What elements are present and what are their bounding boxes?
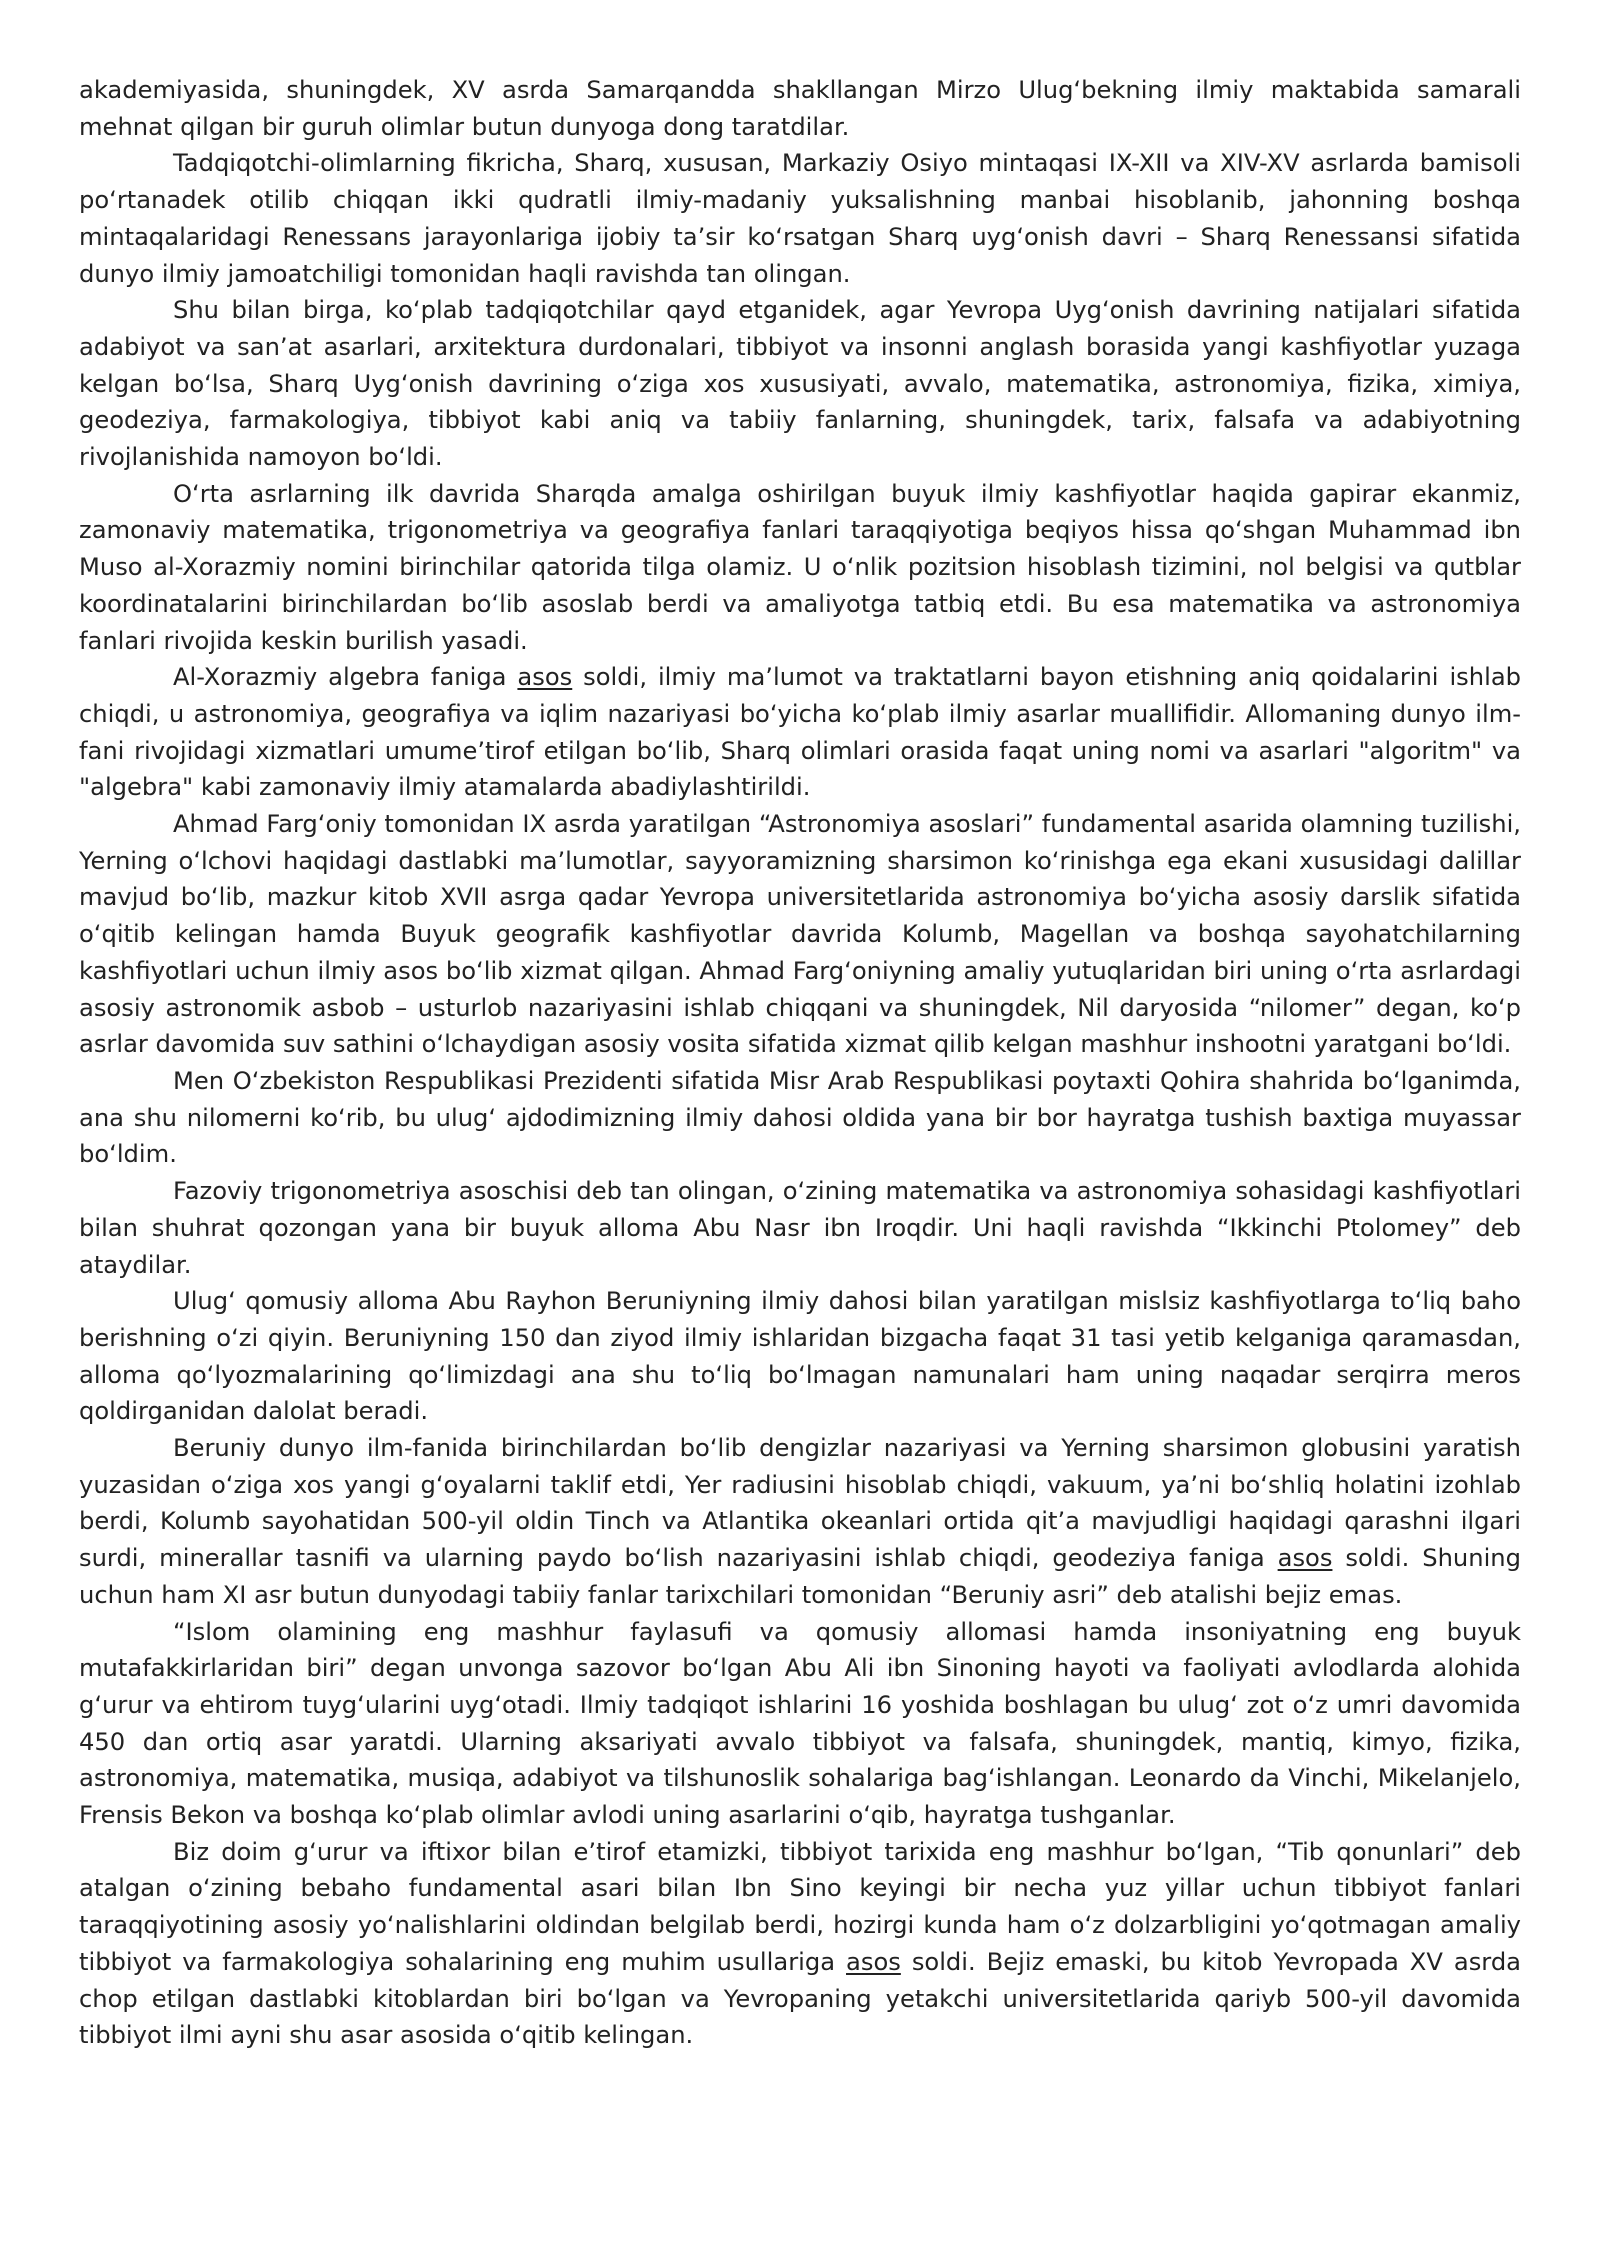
asos-link[interactable]: asos (1277, 1544, 1333, 1573)
paragraph-text: soldi. Bejiz emaski, bu kitob Yevropada XV asrda chop etilgan dastlabki kitoblardan biri bo‘lgan va Yevropaning yetakchi universitetlarida qariyb 500-yil davomida tibbiyot ilmi ayni shu asar asosida o‘qitib kelingan. (79, 1947, 1521, 2050)
paragraph-text: Fazoviy trigonometriya asoschisi deb tan olingan, o‘zining matematika va astronomiya sohasidagi kashfiyotlari bilan shuhrat qozongan yana bir buyuk alloma Abu Nasr ibn Iroqdir. Uni haqli ravishda “Ikkinchi Ptolomey” deb ataydilar. (79, 1177, 1521, 1279)
paragraph-9 (79, 1283, 1521, 1430)
paragraph-text: akademiyasida, shuningdek, XV asrda Samarqandda shakllangan Mirzo Ulug‘bekning ilmiy maktabida samarali mehnat qilgan bir guruh olimlar butun dunyoga dong taratdilar. (79, 76, 1521, 141)
paragraph-1 (79, 72, 1521, 145)
paragraph-4 (79, 476, 1521, 660)
paragraph-text: Ahmad Farg‘oniy tomonidan IX asrda yaratilgan “Astronomiya asoslari” fundamental asarida olamning tuzilishi, Yerning o‘lchovi haqidagi dastlabki ma’lumotlar, sayyoramizning sharsimon ko‘rinishga ega ekani xususidagi dalillar mavjud bo‘lib, mazkur kitob XVII asrga qadar Yevropa universitetlarida astronomiya bo‘yicha asosiy darslik sifatida o‘qitib kelingan hamda Buyuk geografik kashfiyotlar davrida Kolumb, Magellan va boshqa sayohatchilarning kashfiyotlari uchun ilmiy asos bo‘lib xizmat qilgan. Ahmad Farg‘oniyning amaliy yutuqlaridan biri uning o‘rta asrlardagi asosiy astronomik asbob – usturlob nazariyasini ishlab chiqqani va shuningdek, Nil daryosida “nilomer” degan, ko‘p asrlar davomida suv sathini o‘lchaydigan asosiy vosita sifatida xizmat qilib kelgan mashhur inshootni yaratgani bo‘ldi. (79, 810, 1521, 1059)
paragraph-6 (79, 806, 1521, 1063)
paragraph-12 (79, 1834, 1521, 2054)
paragraph-3 (79, 292, 1521, 476)
paragraph-text: Tadqiqotchi-olimlarning fikricha, Sharq, xususan, Markaziy Osiyo mintaqasi IX-XII va XIV-XV asrlarda bamisoli po‘rtanadek otilib chiqqan ikki qudratli ilmiy-madaniy yuksalishning manbai hisoblanib, jahonning boshqa mintaqalaridagi Renessans jarayonlariga ijobiy ta’sir ko‘rsatgan Sharq uyg‘onish davri – Sharq Renessansi sifatida dunyo ilmiy jamoatchiligi tomonidan haqli ravishda tan olingan. (79, 149, 1521, 288)
paragraph-text: soldi. Shuning uchun ham XI asr butun dunyodagi tabiiy fanlar tarixchilari tomonidan “Beruniy asri” deb atalishi bejiz emas. (79, 1544, 1521, 1609)
paragraph-8 (79, 1173, 1521, 1283)
paragraph-text: Biz doim g‘urur va iftixor bilan e’tirof etamizki, tibbiyot tarixida eng mashhur bo‘lgan, “Tib qonunlari” deb atalgan o‘zining bebaho fundamental asari bilan Ibn Sino keyingi bir necha yuz yillar uchun tibbiyot fanlari taraqqiyotining asosiy yo‘nalishlarini oldindan belgilab berdi, hozirgi kunda ham o‘z dolzarbligini yo‘qotmagan amaliy tibbiyot va farmakologiya sohalarining eng muhim usullariga (79, 1837, 1521, 1976)
paragraph-text: “Islom olamining eng mashhur faylasufi va qomusiy allomasi hamda insoniyatning eng buyuk mutafakkirlaridan biri” degan unvonga sazovor bo‘lgan Abu Ali ibn Sinoning hayoti va faoliyati avlodlarda alohida g‘urur va ehtirom tuyg‘ularini uyg‘otadi. Ilmiy tadqiqot ishlarini 16 yoshida boshlagan bu ulug‘ zot o‘z umri davomida 450 dan ortiq asar yaratdi. Ularning aksariyati avvalo tibbiyot va falsafa, shuningdek, mantiq, kimyo, fizika, astronomiya, matematika, musiqa, adabiyot va tilshunoslik sohalariga bag‘ishlangan. Leonardo da Vinchi, Mikelanjelo, Frensis Bekon va boshqa ko‘plab olimlar avlodi uning asarlarini o‘qib, hayratga tushganlar. (79, 1617, 1521, 1830)
paragraph-11 (79, 1614, 1521, 1834)
paragraph-text: Shu bilan birga, ko‘plab tadqiqotchilar qayd etganidek, agar Yevropa Uyg‘onish davrining natijalari sifatida adabiyot va san’at asarlari, arxitektura durdonalari, tibbiyot va insonni anglash borasida yangi kashfiyotlar yuzaga kelgan bo‘lsa, Sharq Uyg‘onish davrining o‘ziga xos xususiyati, avvalo, matematika, astronomiya, fizika, ximiya, geodeziya, farmakologiya, tibbiyot kabi aniq va tabiiy fanlarning, shuningdek, tarix, falsafa va adabiyotning rivojlanishida namoyon bo‘ldi. (79, 296, 1521, 472)
paragraph-7 (79, 1063, 1521, 1173)
paragraph-2 (79, 145, 1521, 292)
paragraph-5 (79, 659, 1521, 806)
paragraph-text: O‘rta asrlarning ilk davrida Sharqda amalga oshirilgan buyuk ilmiy kashfiyotlar haqida gapirar ekanmiz, zamonaviy matematika, trigonometriya va geografiya fanlari taraqqiyotiga beqiyos hissa qo‘shgan Muhammad ibn Muso al-Xorazmiy nomini birinchilar qatorida tilga olamiz. U o‘nlik pozitsion hisoblash tizimini, nol belgisi va qutblar koordinatalarini birinchilardan bo‘lib asoslab berdi va amaliyotga tatbiq etdi. Bu esa matematika va astronomiya fanlari rivojida keskin burilish yasadi. (79, 479, 1521, 655)
paragraph-10 (79, 1430, 1521, 1614)
paragraph-text: Men O‘zbekiston Respublikasi Prezidenti sifatida Misr Arab Respublikasi poytaxti Qohira shahrida bo‘lganimda, ana shu nilomerni ko‘rib, bu ulug‘ ajdodimizning ilmiy dahosi oldida yana bir bor hayratga tushish baxtiga muyassar bo‘ldim. (79, 1066, 1521, 1169)
paragraph-text: Beruniy dunyo ilm-fanida birinchilardan bo‘lib dengizlar nazariyasi va Yerning sharsimon globusini yaratish yuzasidan o‘ziga xos yangi g‘oyalarni taklif etdi, Yer radiusini hisoblab chiqdi, vakuum, ya’ni bo‘shliq holatini izohlab berdi, Kolumb sayohatidan 500-yil oldin Tinch va Atlantika okeanlari ortida qit’a mavjudligi haqidagi qarashni ilgari surdi, minerallar tasnifi va ularning paydo bo‘lish nazariyasini ishlab chiqdi, geodeziya faniga (79, 1434, 1521, 1573)
paragraph-text: Ulug‘ qomusiy alloma Abu Rayhon Beruniyning ilmiy dahosi bilan yaratilgan mislsiz kashfiyotlarga to‘liq baho berishning o‘zi qiyin. Beruniyning 150 dan ziyod ilmiy ishlaridan bizgacha faqat 31 tasi yetib kelganiga qaramasdan, alloma qo‘lyozmalarining qo‘limizdagi ana shu to‘liq bo‘lmagan namunalari ham uning naqadar serqirra meros qoldirganidan dalolat beradi. (79, 1287, 1521, 1426)
document-page (79, 72, 1521, 2054)
paragraph-text: soldi, ilmiy ma’lumot va traktatlarni bayon etishning aniq qoidalarini ishlab chiqdi, u astronomiya, geografiya va iqlim nazariyasi bo‘yicha ko‘plab ilmiy asarlar muallifidir. Allomaning dunyo ilm-fani rivojidagi xizmatlari umume’tirof etilgan bo‘lib, Sharq olimlari orasida faqat uning nomi va asarlari "algoritm" va "algebra" kabi zamonaviy ilmiy atamalarda abadiylashtirildi. (79, 663, 1521, 802)
asos-link[interactable]: asos (517, 663, 573, 692)
asos-link[interactable]: asos (846, 1947, 901, 1976)
paragraph-text: Al-Xorazmiy algebra faniga (173, 663, 518, 692)
